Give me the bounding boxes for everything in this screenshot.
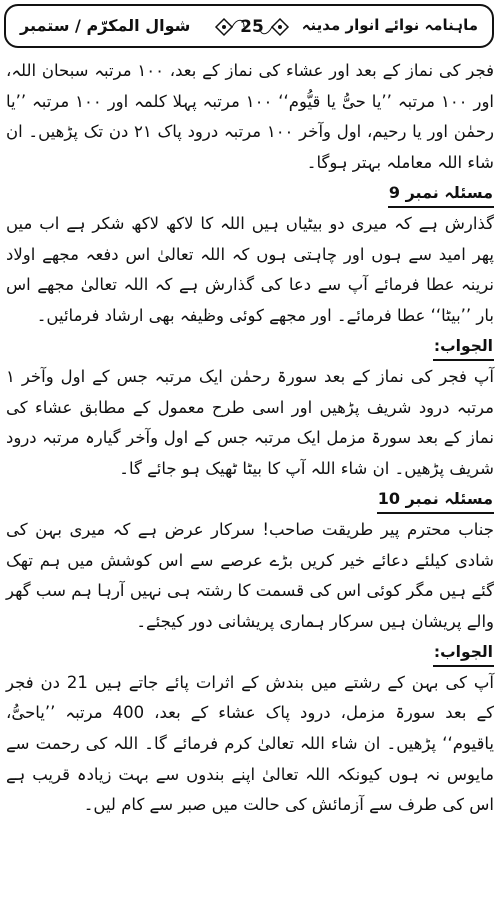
answer-9-label <box>6 331 494 362</box>
question-10-text: جناب محترم پیر طریقت صاحب! سرکار عرض ہے کہ میری بہن کی شادی کیلئے دعائے خیر کریں بڑے عرصے سے اس کوشش میں ہم تھک گئے ہیں مگر کوئی اس کی قسمت کا رشتہ ہی نہیں آرہا ہم سب گھر والے پریشان ہیں سرکار ہماری پریشانی دور کیجئے۔ <box>6 519 494 631</box>
page-header <box>4 4 494 48</box>
question-9-heading <box>6 178 494 209</box>
question-9-text: گذارش ہے کہ میری دو بیٹیاں ہیں اللہ کا لاکھ لاکھ شکر ہے اب میں پھر امید سے ہوں اور چاہتی ہوں کہ اللہ تعالیٰ اس دفعہ مجھے اولاد نرینہ عطا فرمائے آپ سے دعا کی گذارش ہے کہ اللہ تعالیٰ مجھے اس بار ’’بیٹا‘‘ عطا فرمائے۔ اور مجھے کوئی وظیفہ بھی ارشاد فرمائیں۔ <box>6 213 494 325</box>
issue-month: شوال المکرّم / ستمبر <box>20 16 191 35</box>
intro-paragraph: فجر کی نماز کے بعد اور عشاء کی نماز کے بعد، ۱۰۰ مرتبہ سبحان اللہ، اور ۱۰۰ مرتبہ ’’یا حیُّ یا قیُّوم‘‘ ۱۰۰ مرتبہ پہلا کلمہ اور ۱۰۰ مرتبہ ’’یا رحمٰن اور یا رحیم، اول وآخر ۱۰۰ مرتبہ درود پاک ۲۱ دن تک پڑھیں۔ ان شاء اللہ معاملہ بہتر ہوگا۔ <box>6 61 495 172</box>
answer-9-text: آپ فجر کی نماز کے بعد سورۃ رحمٰن ایک مرتبہ جس کے اول وآخر ۱ مرتبہ درود شریف پڑھیں اور اسی طرح معمول کے مطابق عشاء کی نماز کے بعد سورۃ مزمل ایک مرتبہ جس کے اول وآخر گیارہ مرتبہ درود شریف پڑھیں۔ ان شاء اللہ آپ کا بیٹا ٹھیک ہو جائے گا۔ <box>6 366 494 478</box>
answer-10-text: آپ کی بہن کے رشتے میں بندش کے اثرات پائے جاتے ہیں 21 دن فجر کے بعد سورۃ مزمل، درود پاک عشاء کے بعد، 400 مرتبہ ’’یاحیُّ، یاقیوم‘‘ پڑھیں۔ ان شاء اللہ تعالیٰ کرم فرمائے گا۔ اللہ کی رحمت سے مایوس نہ ہوں کیونکہ اللہ تعالیٰ اپنے بندوں سے بہت زیادہ قریب ہے اس کی طرف سے آزمائش کی حالت میں صبر سے کام لیں۔ <box>6 672 494 815</box>
page-number-ornament <box>210 14 294 40</box>
page-number: 25 <box>240 17 264 37</box>
magazine-title: ماہنامہ نوائے انوار مدینہ <box>301 16 478 34</box>
question-10-heading <box>6 484 494 515</box>
answer-10-label-text: الجواب: <box>433 639 494 667</box>
question-10-heading-text: مسئلہ نمبر 10 <box>377 486 494 514</box>
answer-9-label-text: الجواب: <box>433 333 494 361</box>
article-body <box>6 56 494 821</box>
answer-10-label <box>6 637 494 668</box>
question-9-heading-text: مسئلہ نمبر 9 <box>388 180 494 208</box>
